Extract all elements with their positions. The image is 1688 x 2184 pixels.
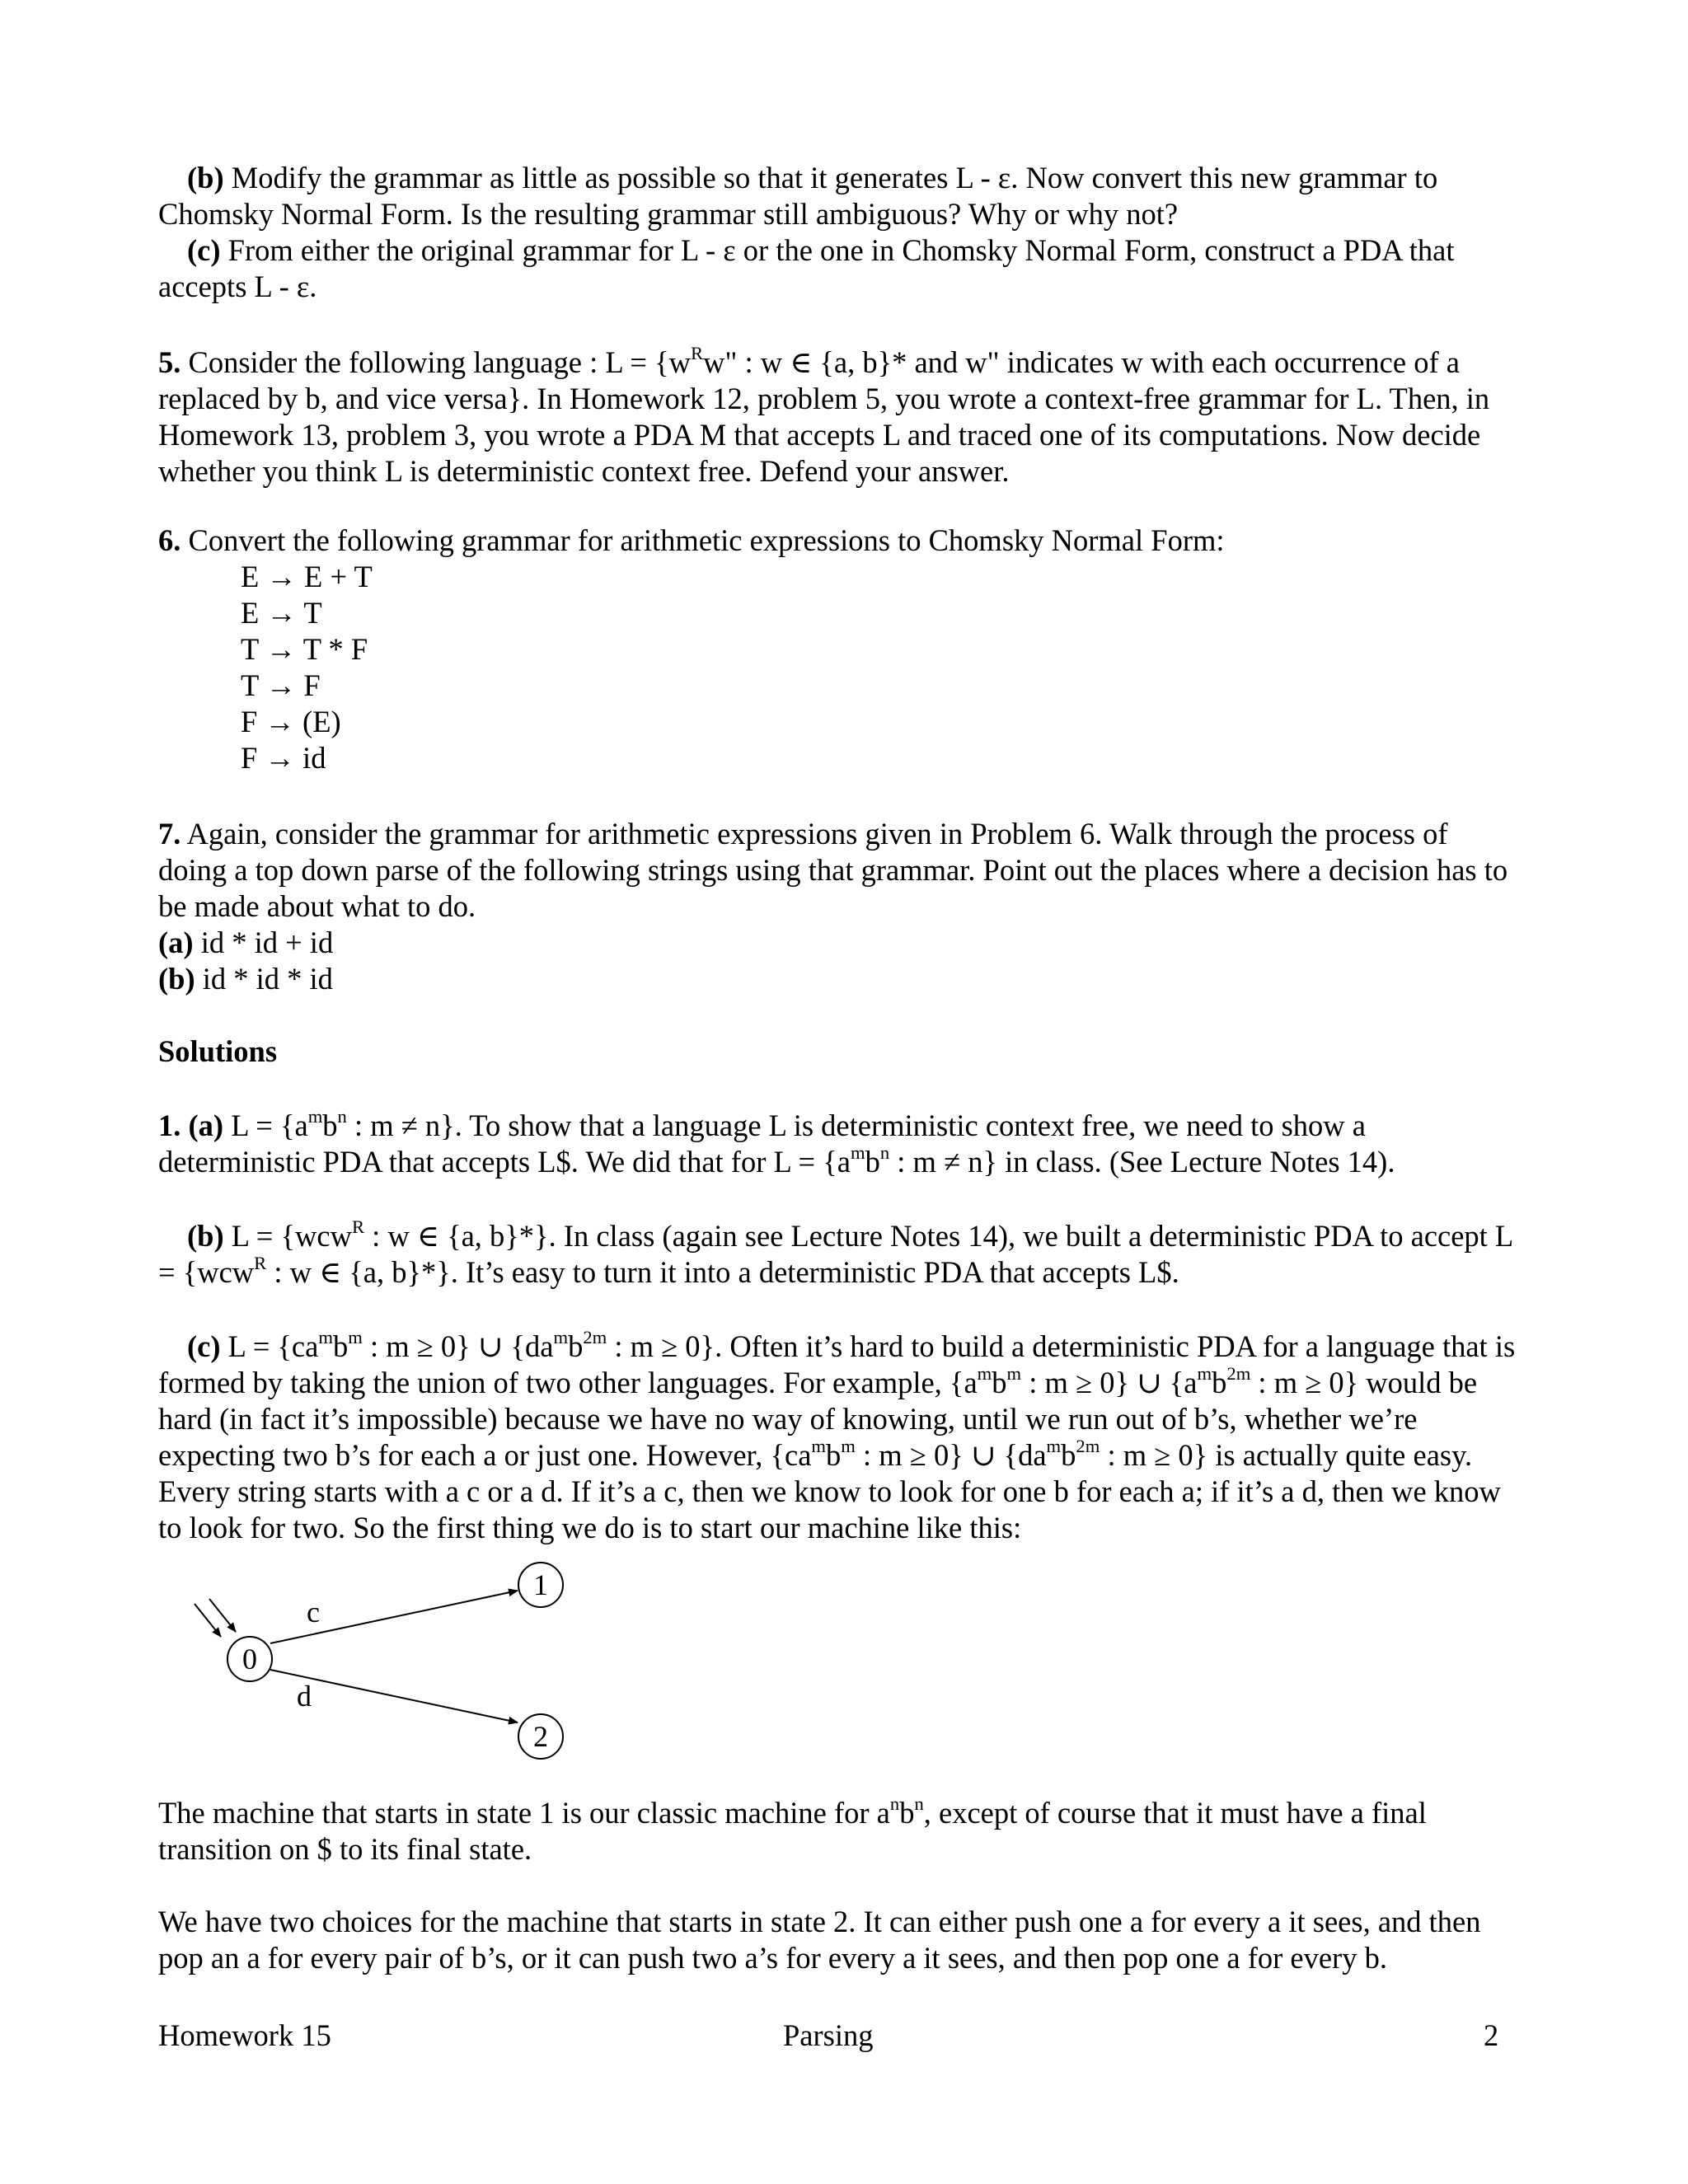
grammar-rule: T → T * F xyxy=(241,632,368,666)
grammar-rule: F → id xyxy=(241,741,326,775)
problem-7-line-2: doing a top down parse of the following strings using that grammar. Point out the places where a decision has to xyxy=(158,853,1508,887)
after-diagram-line-1: The machine that starts in state 1 is our classic machine for $a^nb^n$, except of course that it must have a final xyxy=(158,1793,1427,1830)
solutions-heading: Solutions xyxy=(158,1034,278,1068)
edge-label-c: c xyxy=(307,1596,320,1629)
state-diagram xyxy=(165,1541,626,1788)
solution-1b-line-1: (b) L = {wcw$^R$ : w ∈ {a, b}*}. In class (again see Lecture Notes 14), we built a deterministic PDA to accept L xyxy=(187,1216,1514,1253)
solution-1a-line-1: 1. (a) $L = \{a^mb^n$ : m ≠ n}. To show that a language L is deterministic context free, we need to show a xyxy=(158,1106,1366,1142)
state-2-paragraph-line-1: We have two choices for the machine that starts in state 2. It can either push one a for every a it sees, and then xyxy=(158,1905,1481,1938)
solution-1a-line-2: deterministic PDA that accepts L$. We did that for $L = \{a^mb^n$ : m ≠ n} in class. (See Lecture Notes 14). xyxy=(158,1142,1395,1179)
grammar-rule: T → F xyxy=(241,668,321,702)
problem-5-line-3: Homework 13, problem 3, you wrote a PDA M that accepts L and traced one of its computations. Now decide xyxy=(158,418,1481,452)
grammar-rule: E → E + T xyxy=(241,560,373,593)
solution-1c-line-4: expecting two b’s for each a or just one. However, {$ca^mb^m$ : m ≥ 0} ∪ {$da^mb^{2m}$ : m ≥ 0} is actually quite easy. xyxy=(158,1436,1473,1472)
footer-page-number: 2 xyxy=(1484,2018,1499,2052)
edge-label-d: d xyxy=(297,1680,312,1713)
footer-left: Homework 15 xyxy=(158,2018,331,2052)
problem-4c-line-1: (c) From either the original grammar for L - ε or the one in Chomsky Normal Form, construct a PDA that xyxy=(187,233,1455,267)
state-2-label: 2 xyxy=(533,1720,548,1753)
state-2-paragraph-line-2: pop an a for every pair of b’s, or it can push two a’s for every a it sees, and then pop one a for every b. xyxy=(158,1941,1387,1975)
problem-5-line-4: whether you think L is deterministic context free. Defend your answer. xyxy=(158,454,1010,488)
solution-1c-line-6: to look for two. So the first thing we do is to start our machine like this: xyxy=(158,1511,1022,1544)
grammar-rule: E → T xyxy=(241,596,322,630)
problem-7b: (b) id * id * id xyxy=(158,962,333,996)
solution-1c-line-3: hard (in fact it’s impossible) because we have no way of knowing, until we run out of b’s, whether we’re xyxy=(158,1402,1418,1436)
solution-1c-line-5: Every string starts with a c or a d. If it’s a c, then we know to look for one b for each a; if it’s a d, then we know xyxy=(158,1474,1501,1508)
problem-5-line-2: replaced by b, and vice versa}. In Homework 12, problem 5, you wrote a context-free grammar for L. Then, in xyxy=(158,382,1490,415)
grammar-rule: F → (E) xyxy=(241,705,341,738)
solution-1b-line-2: = {wcw$^R$ : w ∈ {a, b}*}. It’s easy to turn it into a deterministic PDA that accepts L$. xyxy=(158,1253,1179,1289)
problem-5-line-1: 5. Consider the following language : $L = \{w^Rw$" : w ∈ {a, b}* and w" indicates w with each occurrence of a xyxy=(158,343,1460,379)
problem-6-intro: 6. Convert the following grammar for arithmetic expressions to Chomsky Normal Form: xyxy=(158,523,1225,557)
problem-7a: (a) id * id + id xyxy=(158,926,334,959)
problem-4c-line-2: accepts L - ε. xyxy=(158,269,317,303)
problem-4b-line-1: (b) Modify the grammar as little as possible so that it generates L - ε. Now convert this new grammar to xyxy=(187,161,1438,194)
solution-1c-line-2: formed by taking the union of two other languages. For example, {$a^mb^m$ : m ≥ 0} ∪ {$a^mb^{2m}$ : m ≥ 0} would be xyxy=(158,1363,1478,1399)
problem-4b-line-2: Chomsky Normal Form. Is the resulting grammar still ambiguous? Why or why not? xyxy=(158,197,1179,231)
after-diagram-line-2: transition on $ to its final state. xyxy=(158,1832,532,1866)
footer-center: Parsing xyxy=(783,2018,874,2052)
solution-1c-line-1: (c) $L = \{ca^mb^m$ : m ≥ 0} ∪ {$da^mb^{2m}$ : m ≥ 0}. Often it’s hard to build a deterministic PDA for a language that is xyxy=(187,1327,1516,1363)
problem-7-line-1: 7. Again, consider the grammar for arithmetic expressions given in Problem 6. Walk through the process of xyxy=(158,817,1448,851)
state-0-label: 0 xyxy=(242,1643,257,1675)
problem-7-line-3: be made about what to do. xyxy=(158,889,476,923)
state-1-label: 1 xyxy=(533,1568,548,1601)
